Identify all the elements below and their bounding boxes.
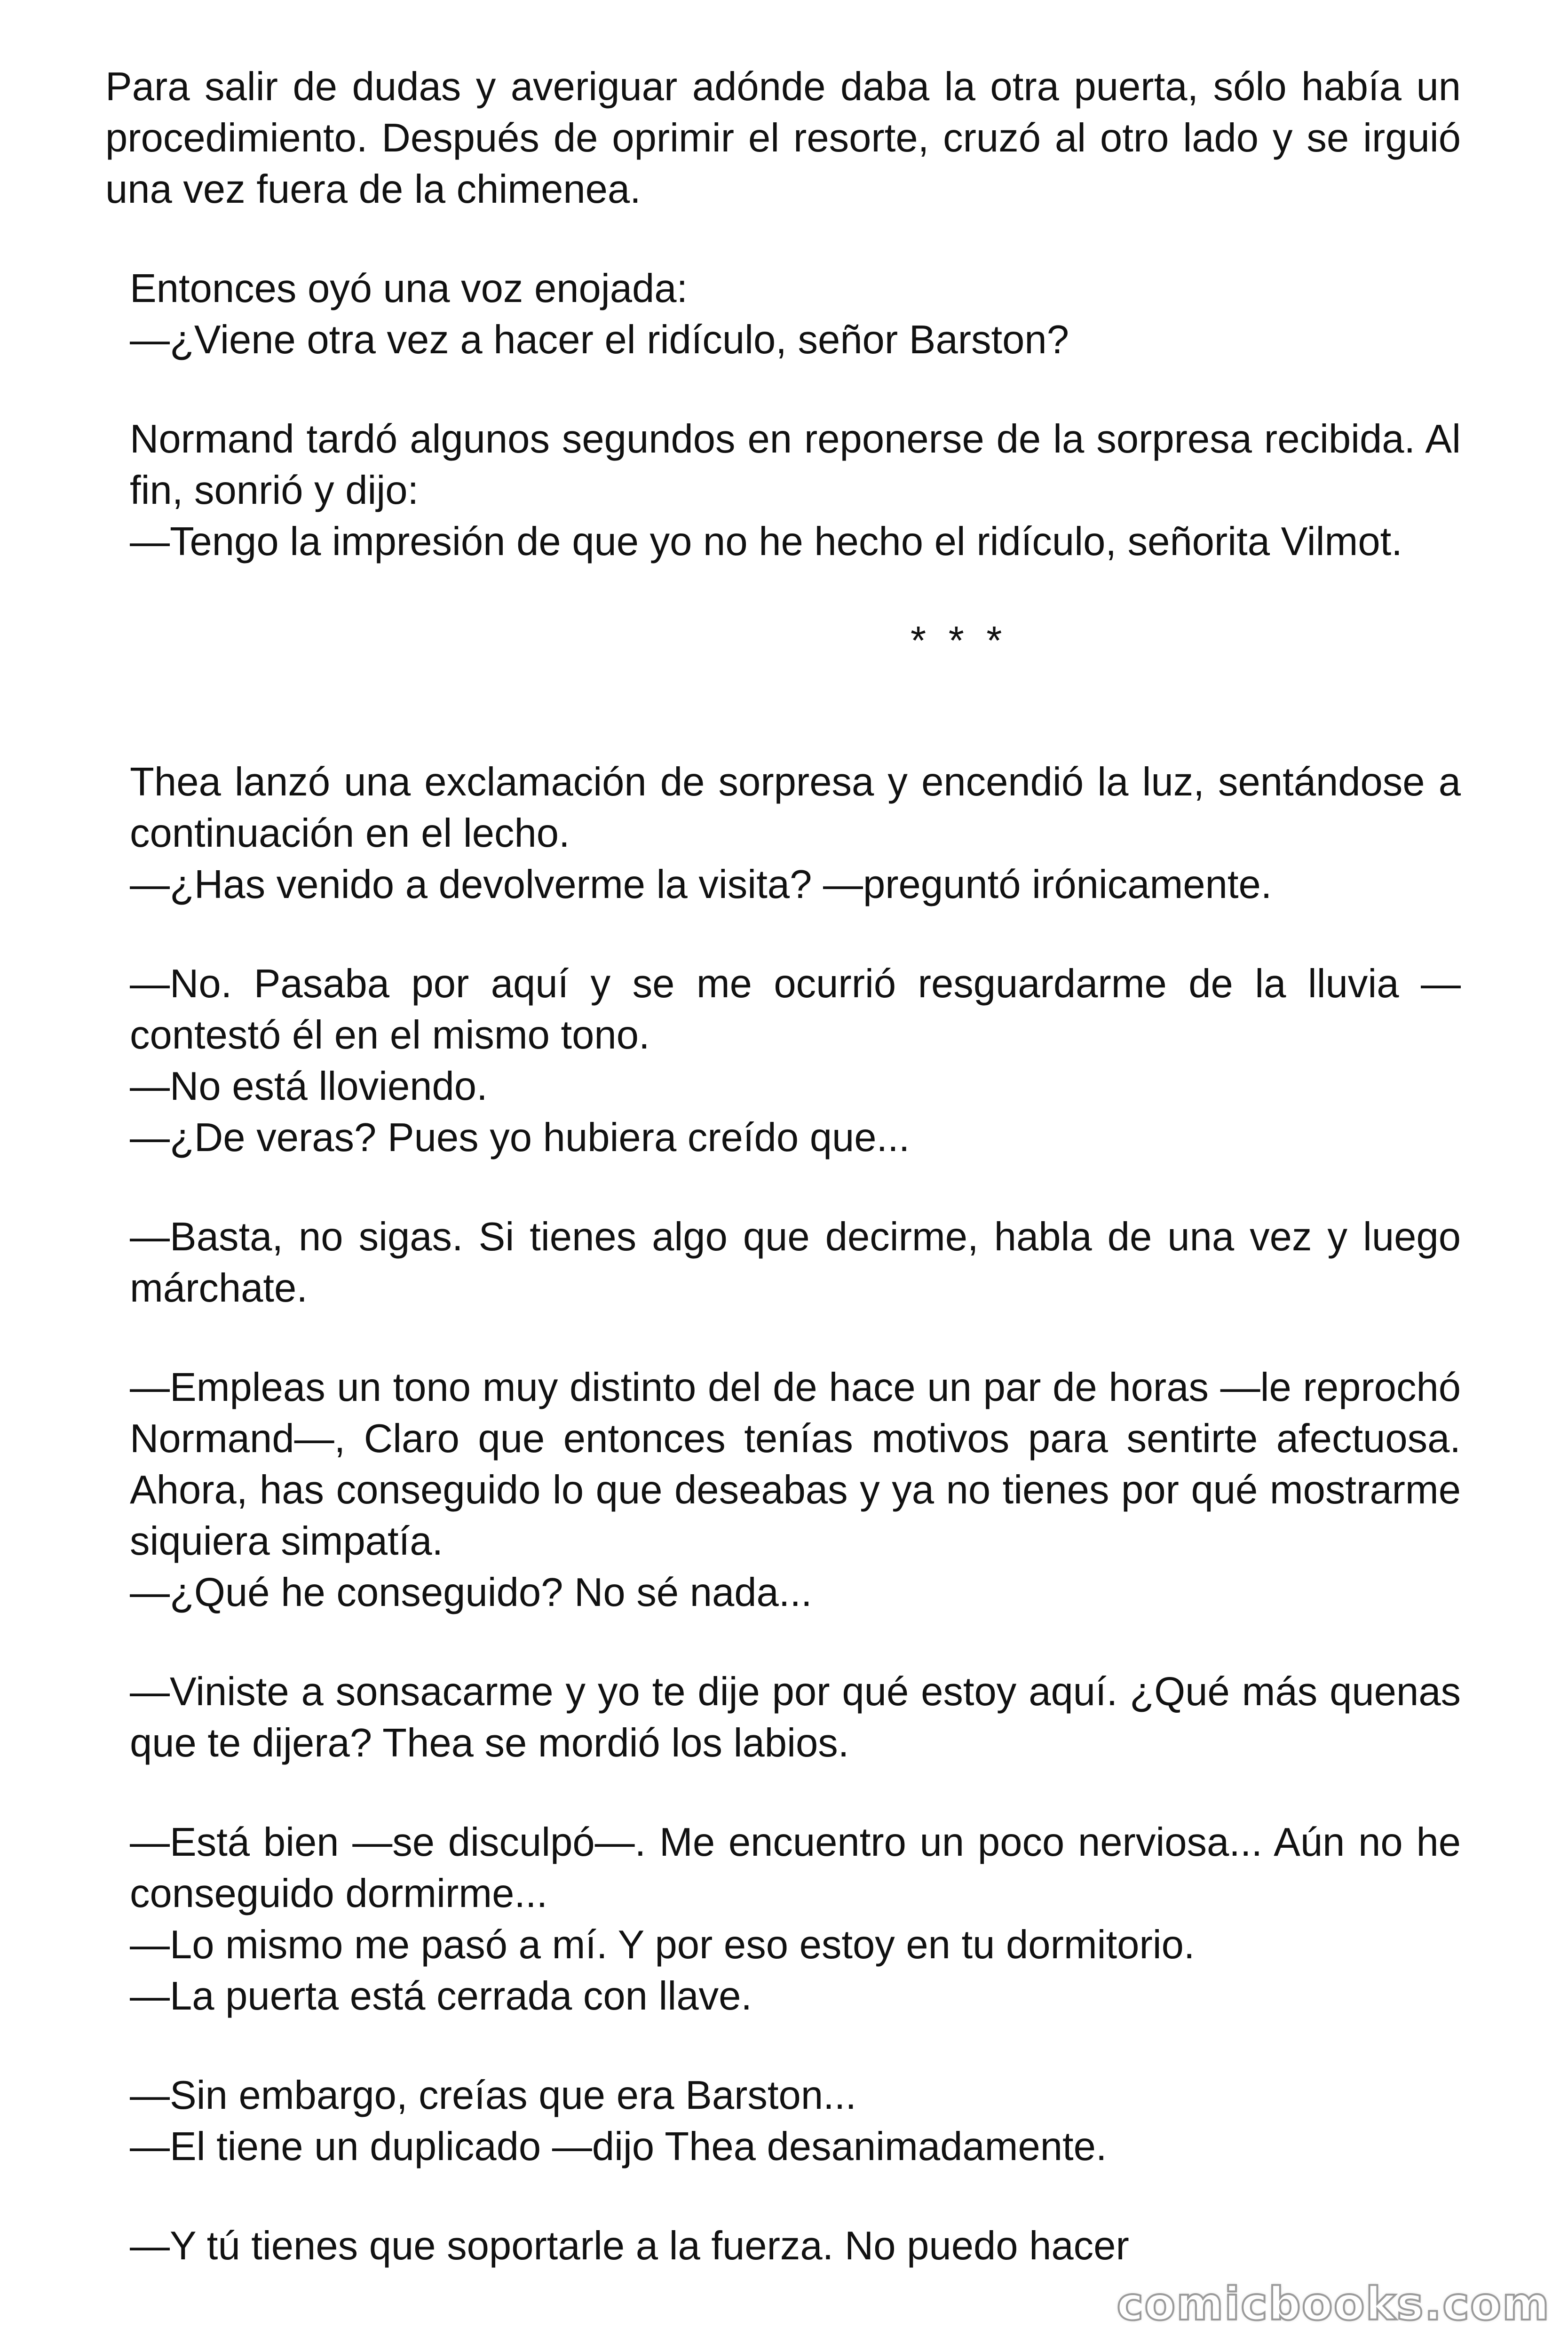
paragraph [130, 1362, 1461, 1618]
paragraph [105, 61, 1461, 215]
paragraph-line: —No está lloviendo. [130, 1064, 488, 1109]
paragraph-line: Entonces oyó una voz enojada: [130, 266, 688, 311]
paragraph-line: —Tengo la impresión de que yo no he hecho el ridículo, señorita Vilmot. [130, 519, 1402, 564]
paragraph-line: Normand tardó algunos segundos en reponerse de la sorpresa recibida. Al fin, sonrió y dijo: [130, 417, 1461, 513]
paragraph [130, 958, 1461, 1163]
paragraph-line: —¿Qué he conseguido? No sé nada... [130, 1570, 812, 1615]
paragraph [130, 2220, 1461, 2272]
paragraph [130, 1666, 1461, 1769]
section-separator: * * * [911, 619, 1008, 663]
paragraph [130, 756, 1461, 910]
paragraph-line: —¿De veras? Pues yo hubiera creído que... [130, 1115, 910, 1160]
paragraph [130, 1817, 1461, 2022]
paragraph [130, 2070, 1461, 2172]
paragraph-line: —Lo mismo me pasó a mí. Y por eso estoy en tu dormitorio. [130, 1923, 1195, 1967]
paragraph [130, 263, 1461, 366]
paragraph-line: —Está bien —se disculpó—. Me encuentro un poco nerviosa... Aún no he conseguido dormirme... [130, 1820, 1461, 1916]
document-text [105, 61, 1461, 2320]
paragraph-line: —Sin embargo, creías que era Barston... [130, 2073, 856, 2118]
watermark-logo: comicbooks.com [1117, 2278, 1550, 2330]
paragraph [130, 413, 1461, 567]
paragraph-line: —El tiene un duplicado —dijo Thea desanimadamente. [130, 2124, 1107, 2169]
paragraph-line: —Empleas un tono muy distinto del de hace un par de horas —le reprochó Normand—, Claro que entonces tenías motivos para sentirte afectuosa. Ahora, has conseguido lo que deseabas y ya no tienes por qué mostrarme siquiera simpatía. [130, 1365, 1461, 1564]
paragraph-line: —Viniste a sonsacarme y yo te dije por qué estoy aquí. ¿Qué más quenas que te dijera? Thea se mordió los labios. [130, 1669, 1461, 1765]
paragraph-line: —Y tú tienes que soportarle a la fuerza. No puedo hacer [130, 2224, 1129, 2268]
paragraph-line: —Basta, no sigas. Si tienes algo que decirme, habla de una vez y luego márchate. [130, 1215, 1461, 1311]
paragraph [130, 1211, 1461, 1314]
paragraph-line: —¿Viene otra vez a hacer el ridículo, señor Barston? [130, 318, 1069, 362]
paragraph-line: Para salir de dudas y averiguar adónde daba la otra puerta, sólo había un procedimiento. Después de oprimir el resorte, cruzó al otro lado y se irguió una vez fuera de la chimenea. [105, 64, 1461, 212]
paragraph-line: —No. Pasaba por aquí y se me ocurrió resguardarme de la lluvia —contestó él en el mismo tono. [130, 961, 1461, 1057]
paragraph-line: —¿Has venido a devolverme la visita? —preguntó irónicamente. [130, 862, 1272, 907]
paragraph-line: —La puerta está cerrada con llave. [130, 1974, 752, 2018]
paragraph-line: Thea lanzó una exclamación de sorpresa y encendió la luz, sentándose a continuación en el lecho. [130, 760, 1461, 856]
